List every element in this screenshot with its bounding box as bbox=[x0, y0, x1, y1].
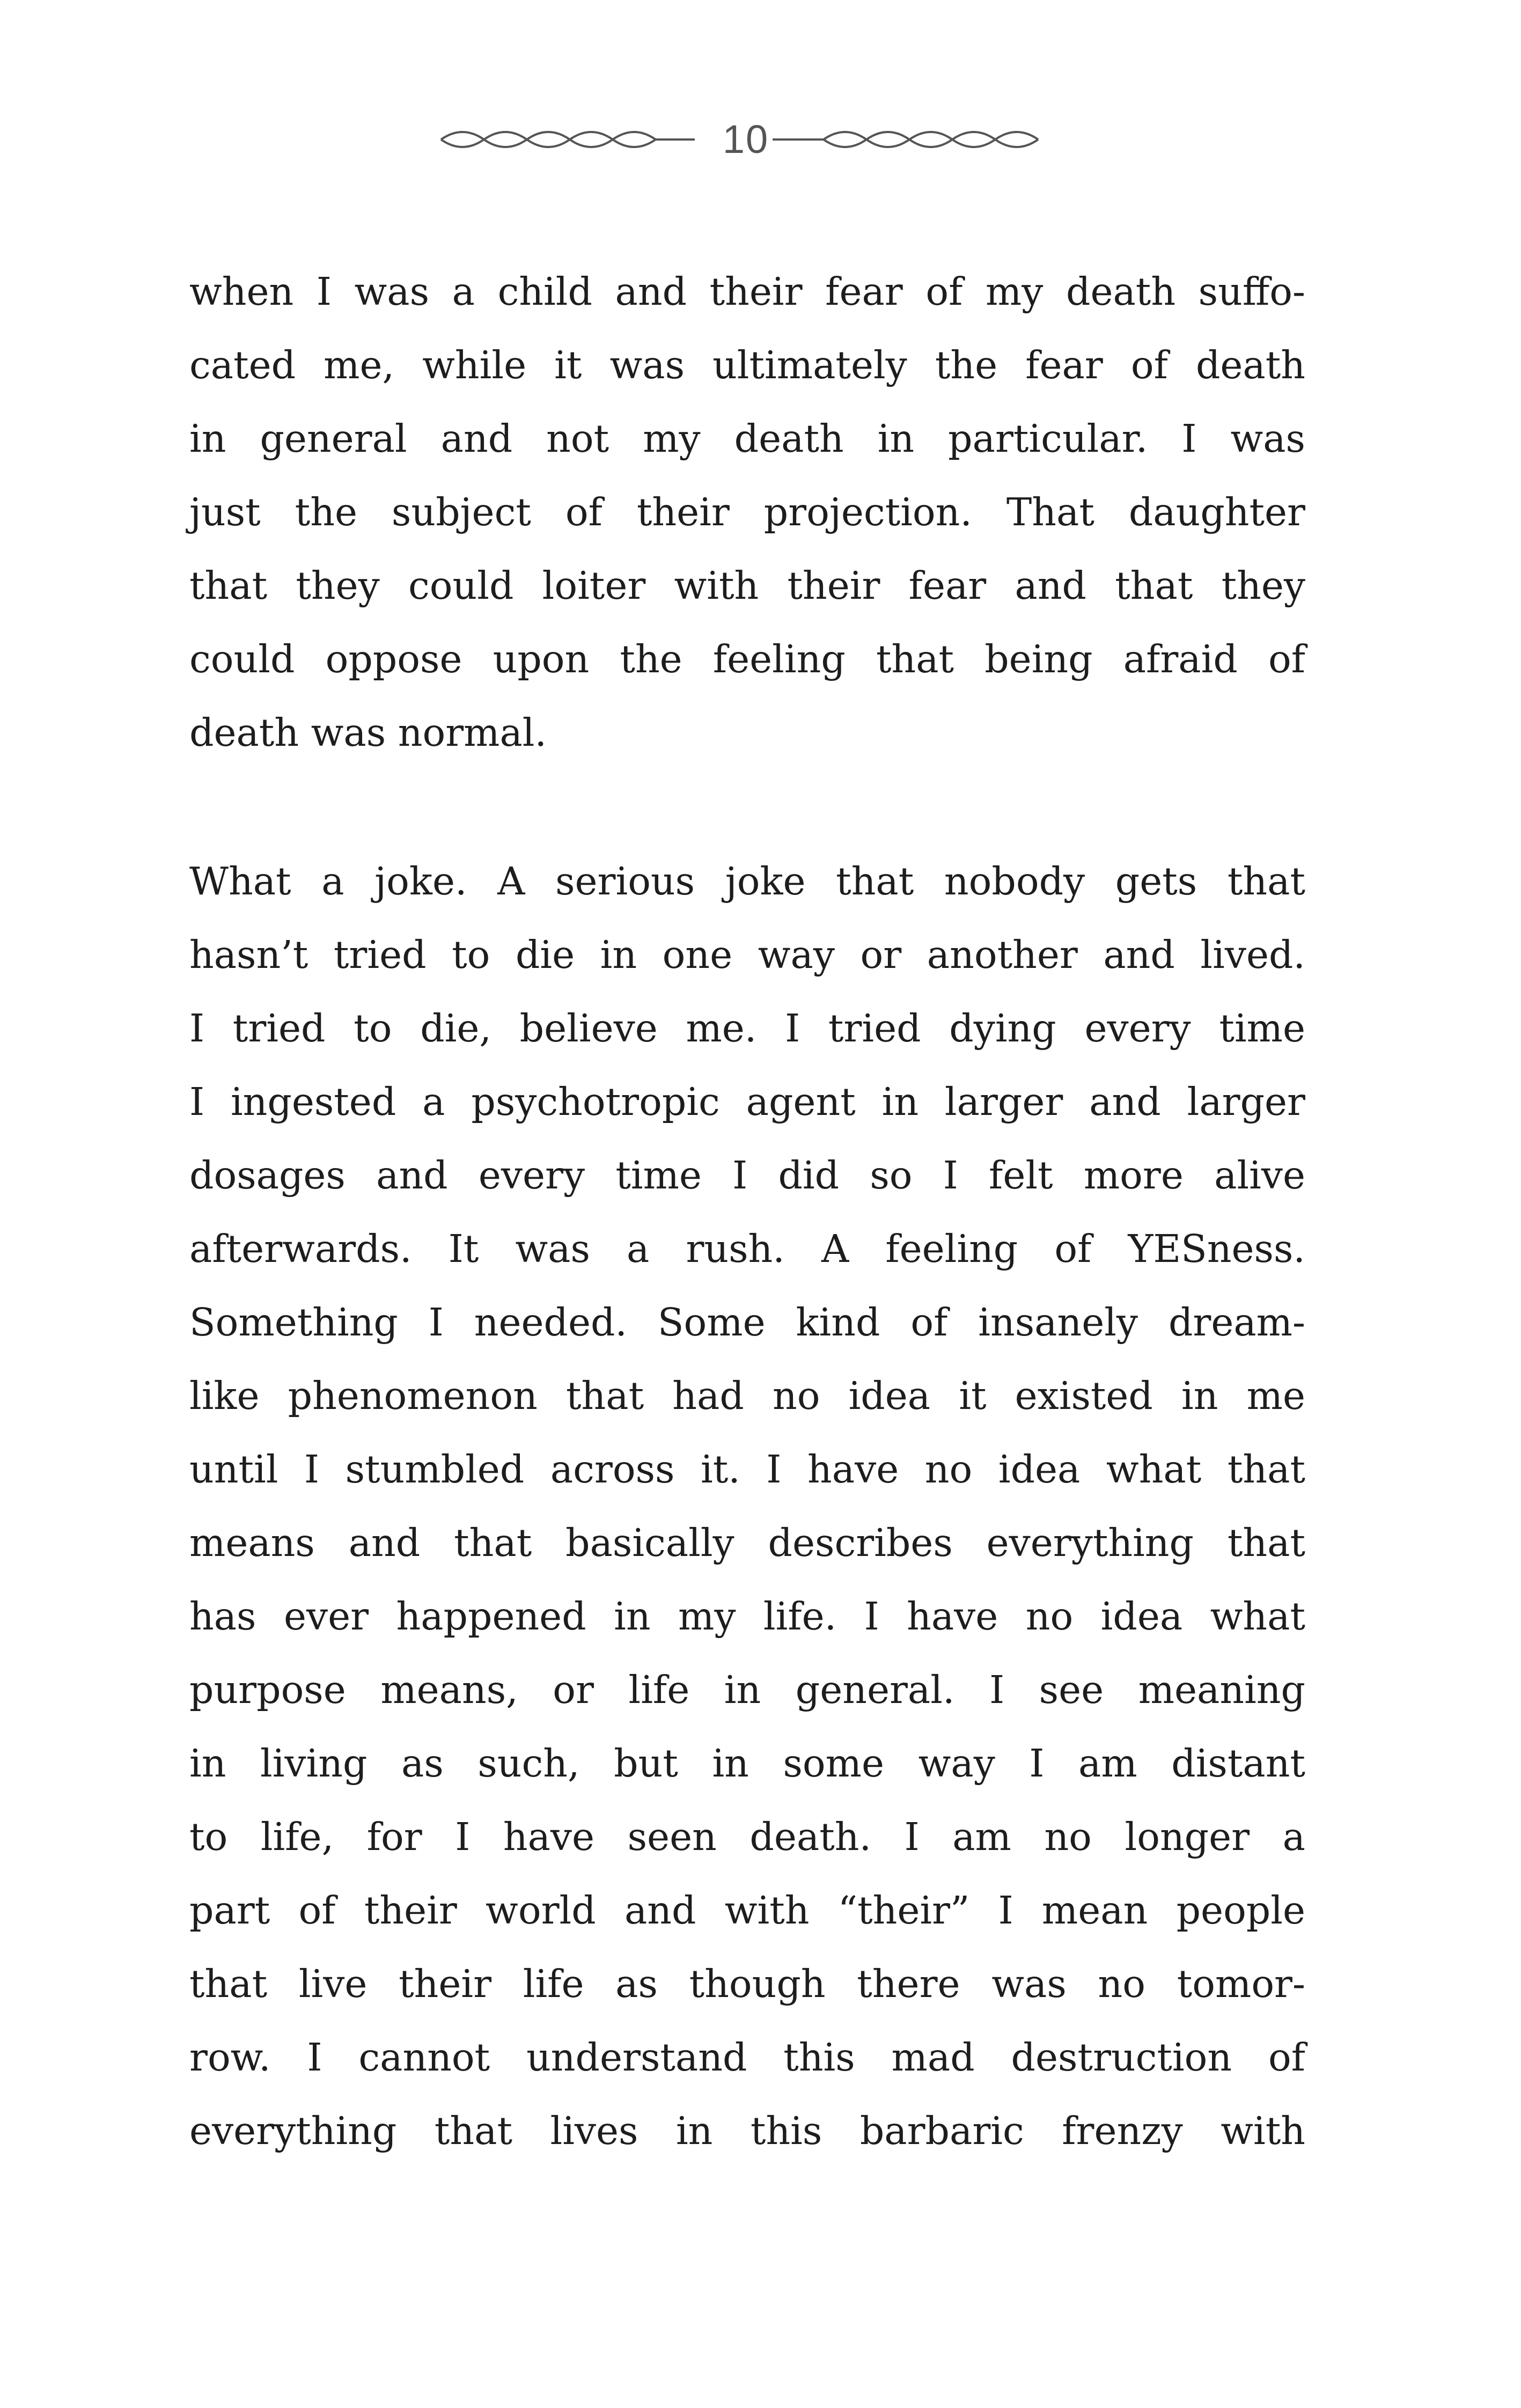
body-text bbox=[189, 255, 1305, 2168]
page-number: 10 bbox=[722, 117, 769, 161]
ornament-left-icon bbox=[441, 132, 695, 147]
text-line: everything that lives in this barbaric frenzy with bbox=[189, 2109, 1305, 2153]
text-line: afterwards. It was a rush. A feeling of YESness. bbox=[189, 1227, 1305, 1271]
text-line: in living as such, but in some way I am distant bbox=[189, 1741, 1305, 1786]
text-line: death was normal. bbox=[189, 710, 547, 755]
text-line: just the subject of their projection. That daughter bbox=[189, 490, 1305, 534]
text-line: What a joke. A serious joke that nobody gets that bbox=[189, 859, 1305, 904]
paragraph-1 bbox=[189, 255, 1305, 769]
text-line: could oppose upon the feeling that being afraid of bbox=[189, 637, 1305, 681]
text-line: hasn’t tried to die in one way or another and lived. bbox=[189, 933, 1305, 977]
text-line: row. I cannot understand this mad destruction of bbox=[189, 2035, 1305, 2080]
text-line: I ingested a psychotropic agent in larger and larger bbox=[189, 1080, 1305, 1124]
text-line: in general and not my death in particular. I was bbox=[189, 416, 1305, 461]
text-line: Something I needed. Some kind of insanely dream- bbox=[189, 1300, 1305, 1345]
text-line: to life, for I have seen death. I am no longer a bbox=[189, 1815, 1305, 1859]
text-line: dosages and every time I did so I felt more alive bbox=[189, 1153, 1305, 1198]
text-line: that they could loiter with their fear and that they bbox=[189, 563, 1305, 608]
paragraph-gap bbox=[189, 769, 1305, 845]
text-line: until I stumbled across it. I have no idea what that bbox=[189, 1447, 1305, 1492]
text-line: part of their world and with “their” I mean people bbox=[189, 1888, 1305, 1933]
text-line: like phenomenon that had no idea it existed in me bbox=[189, 1374, 1305, 1418]
paragraph-2 bbox=[189, 845, 1305, 2168]
text-line: cated me, while it was ultimately the fear of death bbox=[189, 343, 1305, 387]
text-line: means and that basically describes everything that bbox=[189, 1521, 1305, 1565]
text-line: I tried to die, believe me. I tried dying every time bbox=[189, 1006, 1305, 1051]
text-line: that live their life as though there was no tomor- bbox=[189, 1962, 1305, 2006]
text-line: has ever happened in my life. I have no idea what bbox=[189, 1594, 1305, 1639]
page-header bbox=[0, 0, 1521, 182]
text-line: purpose means, or life in general. I see meaning bbox=[189, 1668, 1305, 1712]
text-line: when I was a child and their fear of my death suffo- bbox=[189, 269, 1305, 314]
